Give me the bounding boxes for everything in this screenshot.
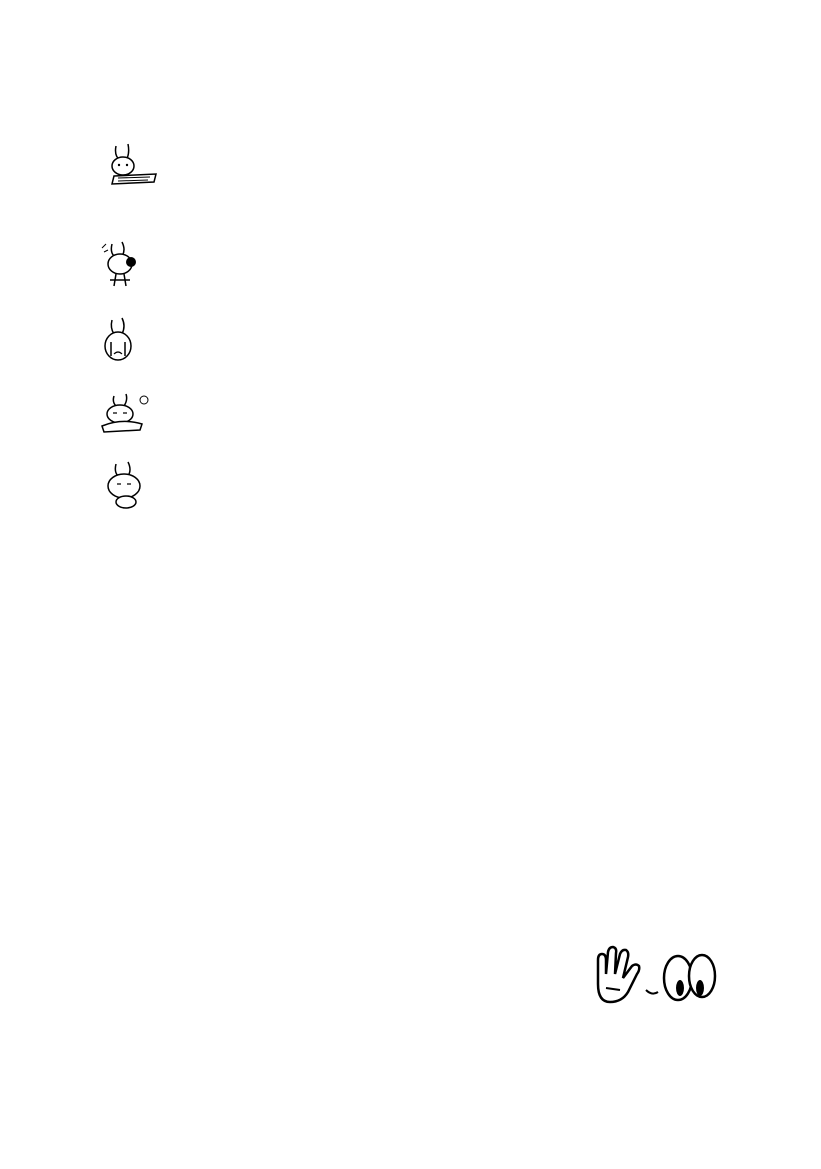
bunny-eating-icon bbox=[100, 460, 150, 512]
border-bottom bbox=[30, 1110, 791, 1134]
bunny-music-icon bbox=[98, 238, 150, 292]
bunny-crying-icon bbox=[100, 316, 140, 366]
border-top bbox=[30, 34, 791, 58]
waving-hand-icon bbox=[592, 944, 720, 1010]
bunny-reading-icon bbox=[104, 142, 164, 190]
bunny-sleeping-icon bbox=[98, 390, 154, 436]
border-left bbox=[34, 56, 58, 1106]
border-right bbox=[770, 56, 794, 1106]
watermark bbox=[60, 406, 697, 820]
